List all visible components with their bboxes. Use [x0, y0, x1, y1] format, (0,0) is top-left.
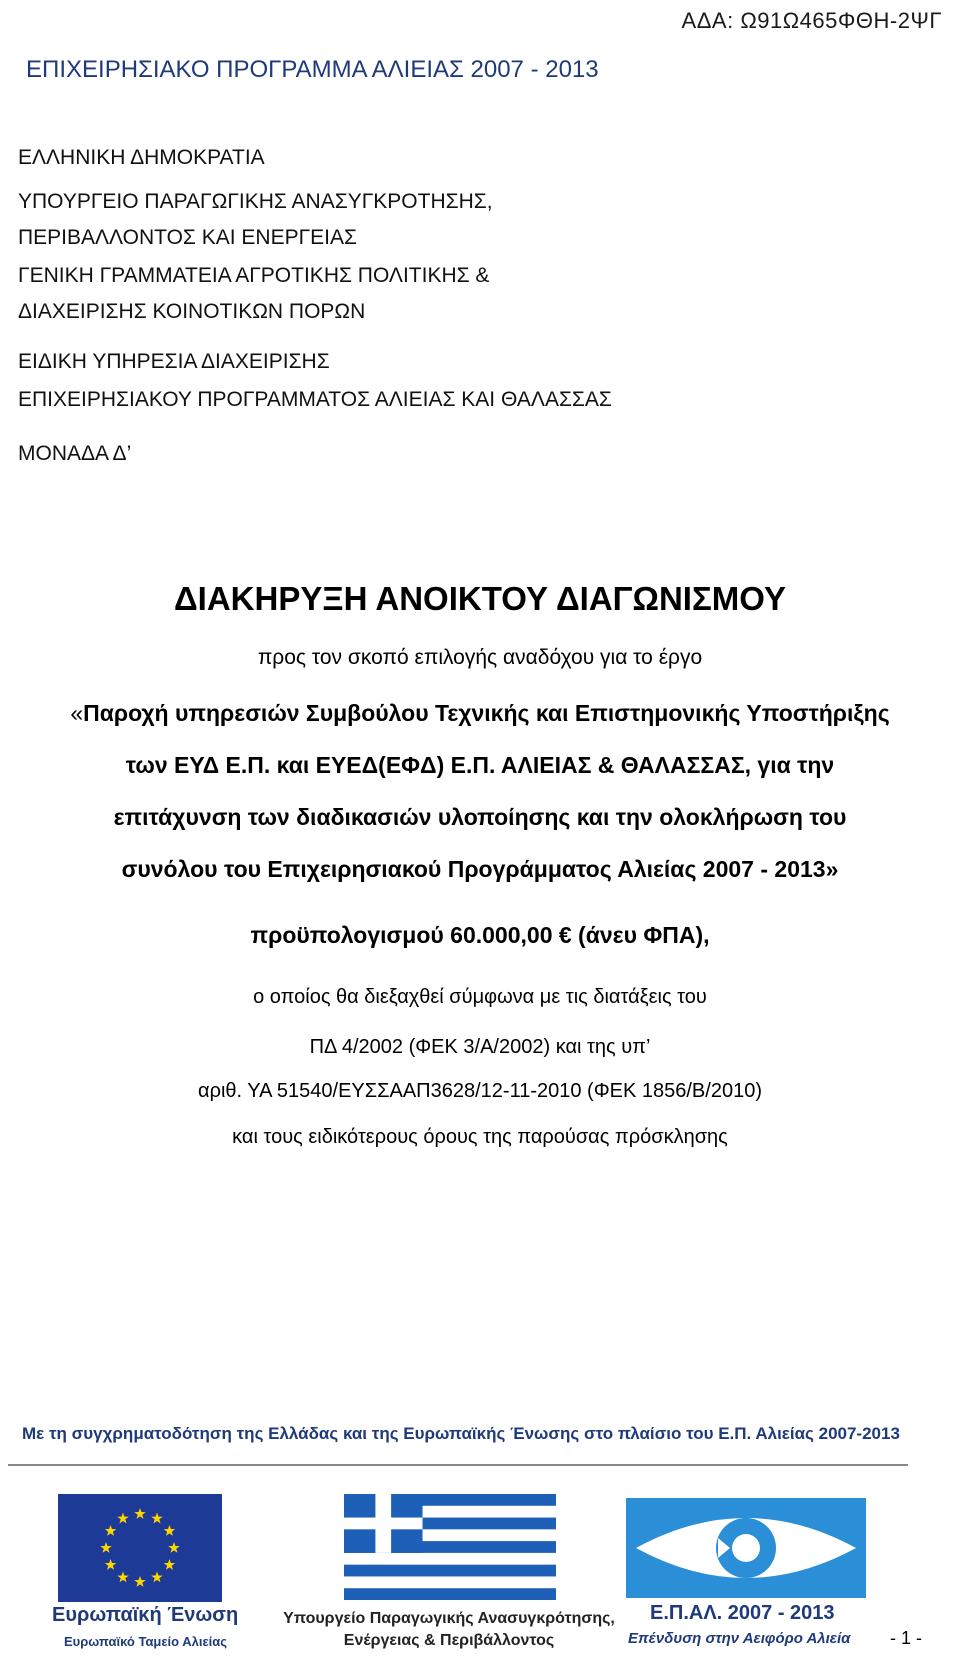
- footer-divider: [8, 1464, 908, 1466]
- epal-slogan-label: Επένδυση στην Αειφόρο Αλιεία: [628, 1630, 851, 1647]
- ministry-line-1: ΥΠΟΥΡΓΕΙΟ ΠΑΡΑΓΩΓΙΚΗΣ ΑΝΑΣΥΓΚΡΟΤΗΣΗΣ,: [18, 190, 493, 213]
- purpose-text: προς τον σκοπό επιλογής αναδόχου για το έργο: [257, 646, 703, 669]
- epal-name-label: Ε.Π.ΑΛ. 2007 - 2013: [650, 1602, 835, 1624]
- general-secretariat-line-2: ΔΙΑΧΕΙΡΙΣΗΣ ΚΟΙΝΟΤΙΚΩΝ ΠΟΡΩΝ: [18, 300, 366, 323]
- law-line-2: αριθ. ΥΑ 51540/ΕΥΣΣΑΑΠ3628/12-11-2010 (ΦΕΚ 1856/Β/2010): [198, 1080, 762, 1102]
- ministry-footer-line-2: Ενέργειας & Περιβάλλοντος: [343, 1632, 555, 1649]
- conducted-text: ο οποίος θα διεξαχθεί σύμφωνα με τις διατάξεις του: [253, 986, 707, 1008]
- ministry-footer: [264, 1608, 634, 1652]
- cofunding-banner: Με τη συγχρηματοδότηση της Ελλάδας και της Ευρωπαϊκής Ένωσης στο πλαίσιο του Ε.Π. Αλιείας 2007-2013: [22, 1424, 900, 1443]
- service-line-2: ΕΠΙΧΕΙΡΗΣΙΑΚΟΥ ΠΡΟΓΡΑΜΜΑΤΟΣ ΑΛΙΕΙΑΣ ΚΑΙ ΘΑΛΑΣΣΑΣ: [18, 388, 612, 411]
- project-line-2: των ΕΥΔ Ε.Π. και ΕΥΕΔ(ΕΦΔ) Ε.Π. ΑΛΙΕΙΑΣ & ΘΑΛΑΣΣΑΣ, για την: [125, 752, 835, 778]
- ada-code: ΑΔΑ: Ω91Ω465ΦΘΗ-2ΨΓ: [681, 8, 942, 33]
- eu-fund-label: Ευρωπαϊκό Ταμείο Αλιείας: [64, 1634, 228, 1649]
- quote-open: «: [70, 700, 84, 726]
- ministry-line-2: ΠΕΡΙΒΑΛΛΟΝΤΟΣ ΚΑΙ ΕΝΕΡΓΕΙΑΣ: [18, 226, 358, 249]
- unit-label: ΜΟΝΑΔΑ Δ’: [18, 442, 132, 465]
- budget-text: προϋπολογισμού 60.000,00 € (άνευ ΦΠΑ),: [250, 922, 710, 948]
- law-line-1: ΠΔ 4/2002 (ΦΕΚ 3/Α/2002) και της υπ’: [309, 1036, 651, 1058]
- epal-eye-logo-icon: [622, 1494, 870, 1602]
- project-line-1: [0, 700, 960, 727]
- ministry-footer-line-1: Υπουργείο Παραγωγικής Ανασυγκρότησης,: [283, 1610, 615, 1627]
- page-number: - 1 -: [890, 1628, 923, 1648]
- project-line-4: συνόλου του Επιχειρησιακού Προγράμματος Αλιείας 2007 - 2013»: [121, 856, 839, 882]
- republic-label: ΕΛΛΗΝΙΚΗ ΔΗΜΟΚΡΑΤΙΑ: [18, 146, 265, 169]
- eu-name-label: Ευρωπαϊκή Ένωση: [52, 1604, 239, 1626]
- announcement-title: ΔΙΑΚΗΡΥΞΗ ΑΝΟΙΚΤΟΥ ΔΙΑΓΩΝΙΣΜΟΥ: [173, 580, 787, 617]
- project-line-3: επιτάχυνση των διαδικασιών υλοποίησης και την ολοκλήρωση του: [113, 804, 847, 830]
- general-secretariat-line-1: ΓΕΝΙΚΗ ΓΡΑΜΜΑΤΕΙΑ ΑΓΡΟΤΙΚΗΣ ΠΟΛΙΤΙΚΗΣ &: [18, 264, 490, 287]
- program-title: ΕΠΙΧΕΙΡΗΣΙΑΚΟ ΠΡΟΓΡΑΜΜΑ ΑΛΙΕΙΑΣ 2007 - 2013: [26, 56, 599, 83]
- terms-text: και τους ειδικότερους όρους της παρούσας πρόσκλησης: [232, 1126, 728, 1148]
- greek-flag-icon: [344, 1494, 556, 1600]
- project-line-1-text: Παροχή υπηρεσιών Συμβούλου Τεχνικής και Επιστημονικής Υποστήριξης: [83, 700, 890, 726]
- service-line-1: ΕΙΔΙΚΗ ΥΠΗΡΕΣΙΑ ΔΙΑΧΕΙΡΙΣΗΣ: [18, 350, 330, 373]
- eu-flag-icon: [58, 1494, 222, 1602]
